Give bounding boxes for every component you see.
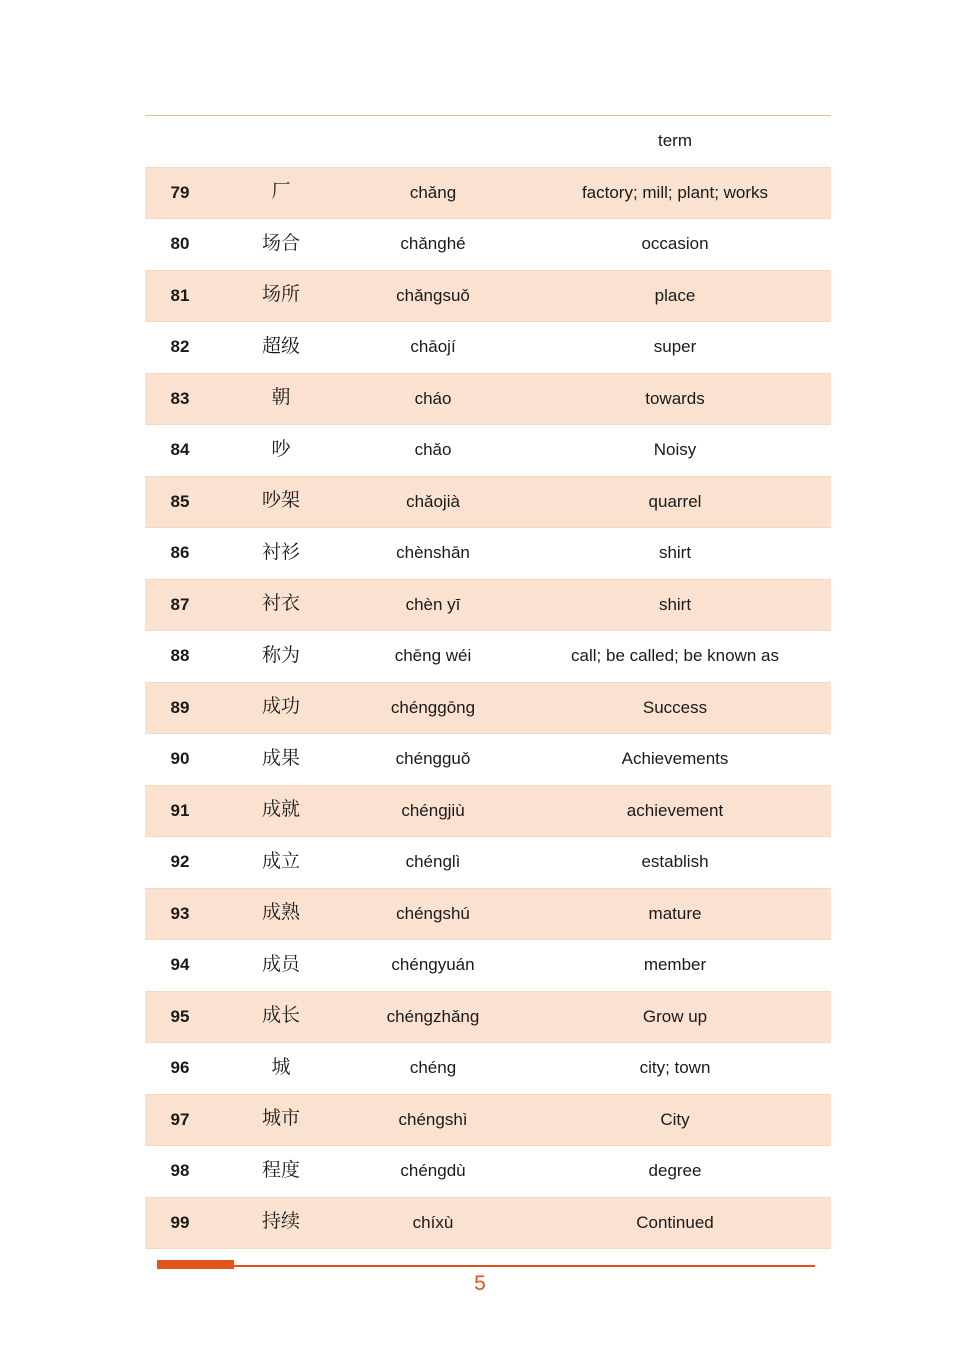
- table-row: [145, 1197, 831, 1249]
- cell-pinyin: chǎngsuǒ: [347, 270, 519, 322]
- table-row: [145, 528, 831, 580]
- cell-meaning: Grow up: [519, 991, 831, 1043]
- cell-number: 99: [145, 1197, 215, 1249]
- table-row: [145, 734, 831, 786]
- cell-pinyin: chēng wéi: [347, 631, 519, 683]
- cell-meaning: member: [519, 940, 831, 992]
- cell-meaning: city; town: [519, 1043, 831, 1095]
- vocabulary-table: [145, 115, 831, 1249]
- cell-hanzi: 成就: [215, 785, 347, 837]
- cell-number: 97: [145, 1094, 215, 1146]
- cell-pinyin: chènshān: [347, 528, 519, 580]
- cell-pinyin: chèn yī: [347, 579, 519, 631]
- cell-pinyin: cháo: [347, 373, 519, 425]
- table-row: [145, 888, 831, 940]
- cell-hanzi: 吵: [215, 425, 347, 477]
- cell-pinyin: chéngzhǎng: [347, 991, 519, 1043]
- cell-number: 90: [145, 734, 215, 786]
- cell-hanzi: 成熟: [215, 888, 347, 940]
- cell-hanzi: 成员: [215, 940, 347, 992]
- table-row: [145, 991, 831, 1043]
- table-row: [145, 476, 831, 528]
- cell-hanzi: 成果: [215, 734, 347, 786]
- cell-pinyin: chénglì: [347, 837, 519, 889]
- cell-number: 83: [145, 373, 215, 425]
- table-row: [145, 425, 831, 477]
- table-row: [145, 631, 831, 683]
- cell-hanzi: 衬衫: [215, 528, 347, 580]
- cell-meaning: Noisy: [519, 425, 831, 477]
- cell-number: 86: [145, 528, 215, 580]
- table-row: [145, 219, 831, 271]
- cell-number: 98: [145, 1146, 215, 1198]
- cell-number: 80: [145, 219, 215, 271]
- page-number: 5: [474, 1272, 486, 1295]
- cell-meaning: place: [519, 270, 831, 322]
- cell-pinyin: [347, 116, 519, 168]
- table-row: [145, 579, 831, 631]
- cell-meaning: factory; mill; plant; works: [519, 167, 831, 219]
- table-row: [145, 940, 831, 992]
- table-row: [145, 1094, 831, 1146]
- cell-hanzi: 场所: [215, 270, 347, 322]
- cell-number: [145, 116, 215, 168]
- cell-number: 95: [145, 991, 215, 1043]
- cell-meaning: towards: [519, 373, 831, 425]
- cell-pinyin: chéngshì: [347, 1094, 519, 1146]
- cell-number: 93: [145, 888, 215, 940]
- cell-pinyin: chǎojià: [347, 476, 519, 528]
- cell-meaning: Achievements: [519, 734, 831, 786]
- cell-hanzi: 城市: [215, 1094, 347, 1146]
- cell-pinyin: chéngyuán: [347, 940, 519, 992]
- cell-number: 87: [145, 579, 215, 631]
- cell-hanzi: 持续: [215, 1197, 347, 1249]
- table-row: [145, 682, 831, 734]
- cell-meaning: term: [519, 116, 831, 168]
- cell-number: 92: [145, 837, 215, 889]
- cell-meaning: Continued: [519, 1197, 831, 1249]
- cell-hanzi: 衬衣: [215, 579, 347, 631]
- cell-pinyin: chéngjiù: [347, 785, 519, 837]
- cell-hanzi: 城: [215, 1043, 347, 1095]
- table-row: [145, 270, 831, 322]
- cell-number: 91: [145, 785, 215, 837]
- cell-pinyin: chéng: [347, 1043, 519, 1095]
- cell-hanzi: 厂: [215, 167, 347, 219]
- cell-pinyin: chǎo: [347, 425, 519, 477]
- cell-meaning: establish: [519, 837, 831, 889]
- cell-meaning: call; be called; be known as: [519, 631, 831, 683]
- cell-hanzi: 超级: [215, 322, 347, 374]
- cell-meaning: super: [519, 322, 831, 374]
- table-row: [145, 167, 831, 219]
- table-row: [145, 1146, 831, 1198]
- cell-meaning: mature: [519, 888, 831, 940]
- cell-pinyin: chénggōng: [347, 682, 519, 734]
- cell-meaning: quarrel: [519, 476, 831, 528]
- cell-hanzi: 称为: [215, 631, 347, 683]
- cell-hanzi: 成功: [215, 682, 347, 734]
- cell-hanzi: 朝: [215, 373, 347, 425]
- table-row: [145, 785, 831, 837]
- cell-pinyin: chǎnghé: [347, 219, 519, 271]
- cell-number: 89: [145, 682, 215, 734]
- cell-meaning: shirt: [519, 528, 831, 580]
- cell-meaning: Success: [519, 682, 831, 734]
- table-row: [145, 837, 831, 889]
- cell-hanzi: 程度: [215, 1146, 347, 1198]
- cell-pinyin: chéngdù: [347, 1146, 519, 1198]
- cell-hanzi: 场合: [215, 219, 347, 271]
- footer-accent-block: [157, 1260, 234, 1269]
- table-row: [145, 373, 831, 425]
- cell-pinyin: chéngguǒ: [347, 734, 519, 786]
- cell-pinyin: chéngshú: [347, 888, 519, 940]
- cell-pinyin: chíxù: [347, 1197, 519, 1249]
- cell-meaning: shirt: [519, 579, 831, 631]
- cell-pinyin: chǎng: [347, 167, 519, 219]
- cell-hanzi: 吵架: [215, 476, 347, 528]
- footer-rule: [157, 1265, 815, 1267]
- cell-meaning: achievement: [519, 785, 831, 837]
- cell-number: 81: [145, 270, 215, 322]
- cell-number: 84: [145, 425, 215, 477]
- page-footer: [0, 1255, 960, 1315]
- cell-meaning: degree: [519, 1146, 831, 1198]
- table-row: [145, 1043, 831, 1095]
- cell-number: 94: [145, 940, 215, 992]
- cell-hanzi: 成立: [215, 837, 347, 889]
- cell-meaning: occasion: [519, 219, 831, 271]
- cell-pinyin: chāojí: [347, 322, 519, 374]
- table-row: [145, 322, 831, 374]
- vocabulary-table-body: [145, 116, 831, 1249]
- cell-meaning: City: [519, 1094, 831, 1146]
- cell-number: 88: [145, 631, 215, 683]
- cell-number: 85: [145, 476, 215, 528]
- table-continuation-row: [145, 116, 831, 168]
- cell-hanzi: [215, 116, 347, 168]
- cell-number: 96: [145, 1043, 215, 1095]
- cell-hanzi: 成长: [215, 991, 347, 1043]
- cell-number: 79: [145, 167, 215, 219]
- cell-number: 82: [145, 322, 215, 374]
